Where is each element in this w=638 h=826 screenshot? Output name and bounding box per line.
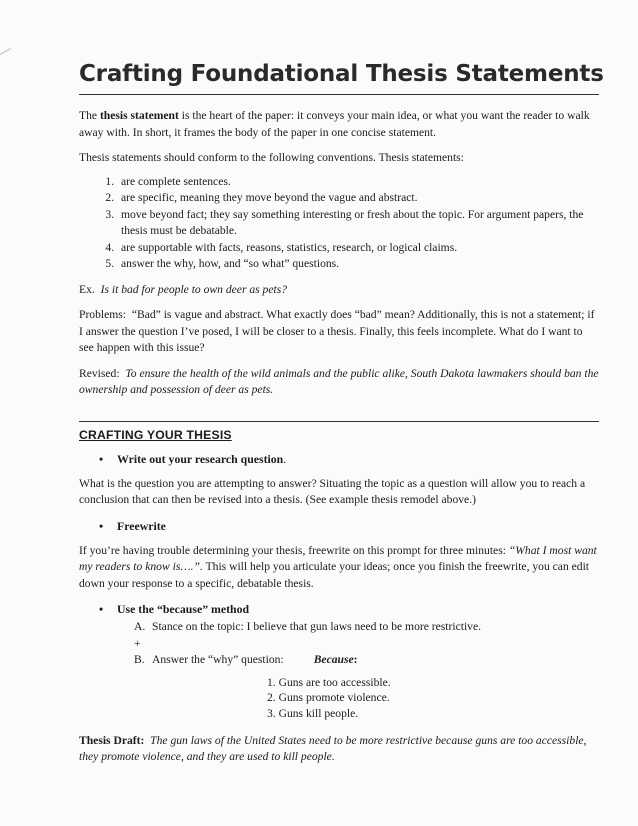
revised-label: Revised: <box>79 366 120 380</box>
because-colon: : <box>353 653 358 666</box>
item-label: A. <box>134 620 146 633</box>
reasons-list <box>267 675 599 722</box>
intro-paragraph <box>79 108 599 141</box>
section-heading: CRAFTING YOUR THESIS <box>79 427 232 442</box>
stance-row <box>134 619 599 636</box>
step2-text <box>79 543 599 593</box>
thesis-draft <box>79 733 599 766</box>
bullet-icon: • <box>99 518 104 533</box>
example-paragraph <box>79 282 599 299</box>
intro-pre: The <box>79 109 100 122</box>
bullet-icon: • <box>99 602 104 616</box>
step2-post: This will help you articulate your ideas; once you finish the freewrite, you can edit down your response to a specific, debatable thesis. <box>79 560 590 590</box>
step-title: Freewrite <box>117 518 166 533</box>
list-item: 5. answer the why, how, and “so what” questions. <box>117 256 599 273</box>
why-row <box>134 652 599 669</box>
title-divider <box>79 94 599 95</box>
why-text: Answer the “why” question: <box>152 653 284 666</box>
problems-label: Problems: <box>79 308 127 321</box>
step-title-period: . <box>283 451 287 466</box>
item-label: B. <box>134 653 145 666</box>
document-page <box>79 58 604 766</box>
because-label: Because <box>313 653 354 666</box>
revised-paragraph <box>79 366 599 399</box>
example-label: Ex. <box>79 282 95 296</box>
list-item: 2. are specific, meaning they move beyond the vague and abstract. <box>117 190 599 207</box>
intro-post: is the heart of the paper: it conveys your main idea, or what you want the reader to walk away with. In short, it frames the body of the paper in one concise statement. <box>79 109 590 139</box>
list-item: 1. are complete sentences. <box>117 174 599 191</box>
scan-mark <box>0 48 18 67</box>
section-divider <box>79 421 599 422</box>
bullet-icon: • <box>99 451 104 466</box>
example-text: Is it bad for people to own deer as pets? <box>100 282 288 296</box>
list-item: 2. Guns promote violence. <box>267 691 390 704</box>
conventions-list <box>79 174 599 273</box>
step2-pre: If you’re having trouble determining your thesis, freewrite on this prompt for three minutes: <box>79 543 509 557</box>
problems-paragraph <box>79 307 599 357</box>
page-title: Crafting Foundational Thesis Statements <box>79 61 604 87</box>
list-item: 4. are supportable with facts, reasons, statistics, research, or logical claims. <box>117 240 599 257</box>
step1-text: What is the question you are attempting to answer? Situating the topic as a question will allow you to reach a conclusion that can then be revised into a thesis. (See example thesis remodel above.) <box>79 476 586 506</box>
conventions-intro: Thesis statements should conform to the following conventions. Thesis statements: <box>79 151 464 164</box>
revised-text: To ensure the health of the wild animals and the public alike, South Dakota lawmakers should ban the ownership and possession of deer as pets. <box>79 366 599 396</box>
step-title: Use the “because” method <box>117 602 250 616</box>
step2-prompt: “What I most want my readers to know is….”. <box>79 543 597 573</box>
step-title: Write out your research question <box>117 451 284 466</box>
list-item: 1. Guns are too accessible. <box>267 675 391 689</box>
draft-text: The gun laws of the United States need to be more restrictive because guns are too accessible, they promote violence, and they are used to kill people. <box>79 733 587 764</box>
plus-sign: + <box>134 636 141 650</box>
draft-label: Thesis Draft: <box>79 733 145 747</box>
problems-text: “Bad” is vague and abstract. What exactly does “bad” mean? Additionally, this is not a statement; if I answer the question I’ve posed, I will be closer to a thesis. Finally, this feels incomplete. What do I want to see happen with this issue? <box>79 308 595 354</box>
intro-bold-term: thesis statement <box>99 109 179 122</box>
stance-text: Stance on the topic: I believe that gun laws need to be more restrictive. <box>152 620 482 633</box>
because-block <box>134 619 599 669</box>
step-write-question <box>99 452 599 467</box>
list-item: 3. move beyond fact; they say something interesting or fresh about the topic. For argument papers, the thesis must be debatable. <box>117 207 599 240</box>
list-item: 3. Guns kill people. <box>267 706 359 720</box>
step-because-method <box>99 602 599 617</box>
step-freewrite <box>99 519 599 534</box>
